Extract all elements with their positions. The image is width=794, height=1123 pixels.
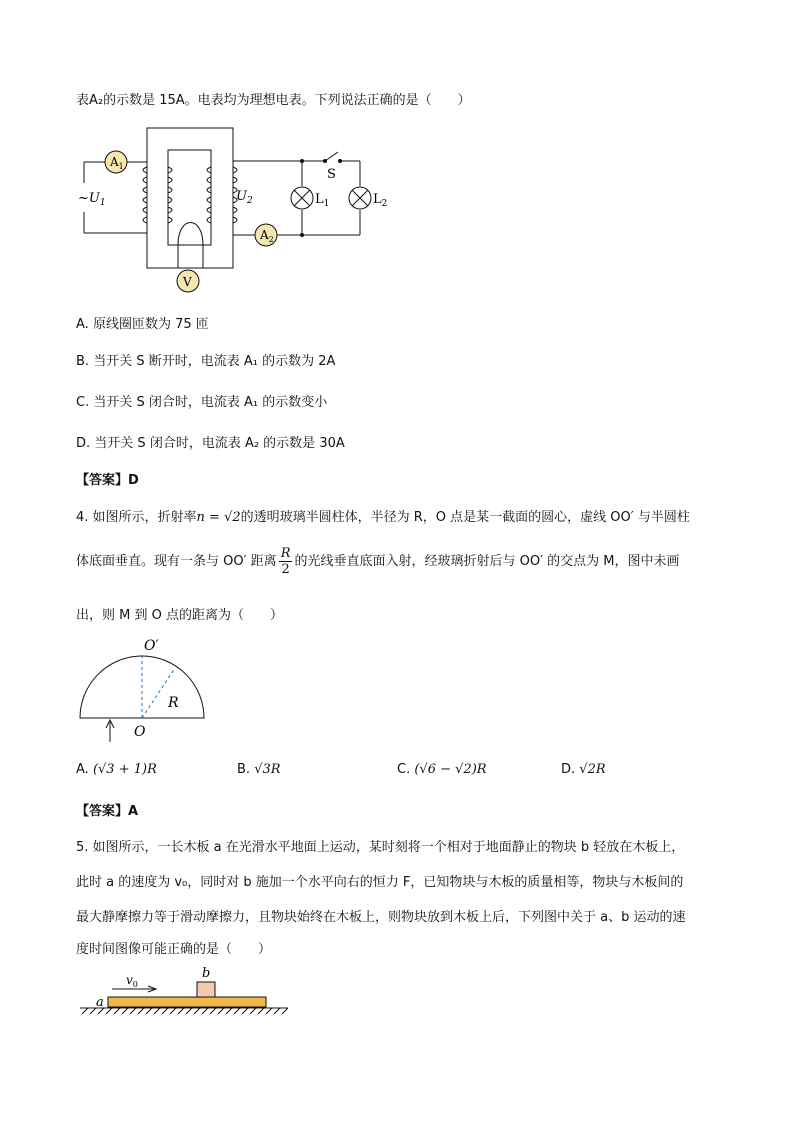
q4-stem-line-2: 体底面垂直。现有一条与 OO′ 距离 $\frac{R}{2}$ 的光线垂直底面入射，经玻璃折射后与 OO′ 的交点为 M，图中未画 [76,546,680,577]
o-prime-label: O′ [144,638,159,654]
q4-stem-line-3: 出，则 M 到 O 点的距离为（ ） [76,608,283,623]
u2-label: $U_2$ [236,189,253,206]
semicircle-glass-diagram [70,632,220,742]
board-block-diagram [76,962,296,1022]
q4-stem-line-1: 4. 如图所示，折射率n = √2的透明玻璃半圆柱体，半径为 R，O 点是某一截面的圆心，虚线 OO′ 与半圆柱 [76,510,690,525]
radius-label: R [168,695,179,711]
q3-answer: 【答案】D [76,473,139,488]
a2-label: $A_2$ [260,228,274,244]
q3-option-d: D. 当开关 S 闭合时，电流表 A₂ 的示数是 30A [76,436,345,451]
block-b-label: b [202,966,211,981]
q4-option-a: A. (√3 + 1)R [76,762,157,777]
q5-stem-line-2: 此时 a 的速度为 v₀，同时对 b 施加一个水平向右的恒力 F，已知物块与木板的质量相等，物块与木板间的 [76,875,684,890]
q3-option-a: A. 原线圈匝数为 75 匝 [76,317,209,332]
l1-label: $L_1$ [315,192,330,209]
r-over-2-fraction: $\frac{R}{2}$ [280,546,291,577]
switch-label: S [327,167,336,182]
board-a-label: a [96,995,104,1010]
v0-label: $v_0$ [126,973,138,989]
q4-answer: 【答案】A [76,804,139,819]
v-label: V [183,275,192,289]
a1-label: $A_1$ [110,155,124,171]
transformer-circuit-diagram [70,120,400,300]
q4-option-c: C. (√6 − √2)R [397,762,487,777]
q5-stem-line-3: 最大静摩擦力等于滑动摩擦力，且物块始终在木板上，则物块放到木板上后，下列图中关于 a、b 运动的速 [76,910,686,925]
q3-option-c: C. 当开关 S 闭合时，电流表 A₁ 的示数变小 [76,395,328,410]
q5-stem-line-1: 5. 如图所示，一长木板 a 在光滑水平地面上运动，某时刻将一个相对于地面静止的物块 b 轻放在木板上， [76,840,685,855]
o-label: O [134,724,146,740]
q3-stem-line: 表A₂的示数是 15A。电表均为理想电表。下列说法正确的是（ ） [76,93,471,108]
l2-label: $L_2$ [373,192,388,209]
u1-label: $\sim U_1$ [78,191,106,208]
q3-option-b: B. 当开关 S 断开时，电流表 A₁ 的示数为 2A [76,354,336,369]
q4-option-b: B. √3R [237,762,281,777]
q4-option-d: D. √2R [561,762,606,777]
q5-stem-line-4: 度时间图像可能正确的是（ ） [76,942,272,957]
